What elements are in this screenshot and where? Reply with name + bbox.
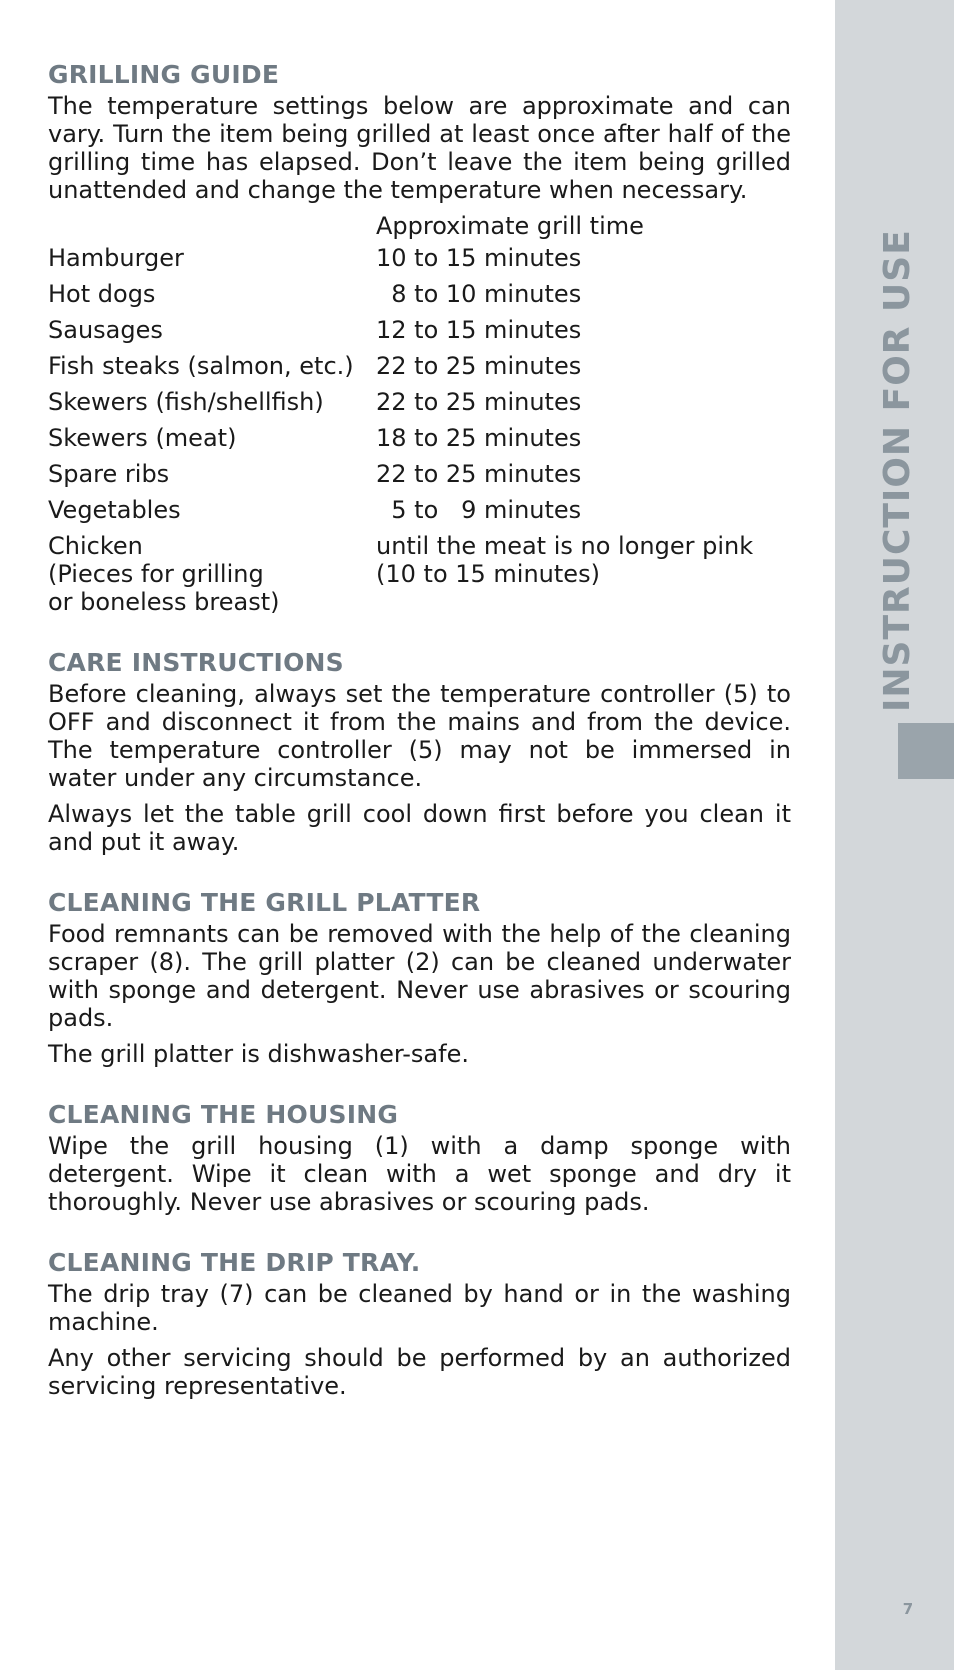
food-item: Skewers (fish/shellfish) — [48, 388, 324, 416]
grill-time: 22 to 25 minutes — [376, 352, 582, 380]
grill-time: 12 to 15 minutes — [376, 316, 582, 344]
food-item: Sausages — [48, 316, 163, 344]
food-item: Hot dogs — [48, 280, 156, 308]
drip-tray-paragraph: The drip tray (7) can be cleaned by hand or in the washing machine. — [48, 1280, 791, 1336]
grill-table-header — [48, 212, 791, 240]
section-tab-marker — [898, 723, 954, 779]
care-instructions-heading: CARE INSTRUCTIONS — [48, 648, 344, 677]
housing-heading: CLEANING THE HOUSING — [48, 1100, 399, 1129]
drip-tray-paragraph: Any other servicing should be performed by an authorized servicing representative. — [48, 1344, 791, 1400]
table-row — [48, 240, 791, 276]
section-tab-label: INSTRUCTION FOR USE — [877, 229, 918, 712]
grilling-guide-heading: GRILLING GUIDE — [48, 60, 280, 89]
care-paragraph: Always let the table grill cool down first before you clean it and put it away. — [48, 800, 791, 856]
drip-tray-heading: CLEANING THE DRIP TRAY. — [48, 1248, 421, 1277]
grill-time: 22 to 25 minutes — [376, 460, 582, 488]
grill-time-table — [48, 212, 791, 616]
grilling-guide-section — [48, 58, 791, 616]
page-content — [48, 58, 791, 1400]
table-row — [48, 456, 791, 492]
platter-paragraph: Food remnants can be removed with the help of the cleaning scraper (8). The grill platter (2) can be cleaned underwater with sponge and detergent. Never use abrasives or scouring pads. — [48, 920, 791, 1032]
food-item: Spare ribs — [48, 460, 170, 488]
page-number: 7 — [902, 1600, 914, 1618]
housing-paragraph: Wipe the grill housing (1) with a damp sponge with detergent. Wipe it clean with a wet sponge and dry it thoroughly. Never use abrasives or scouring pads. — [48, 1132, 791, 1216]
table-row — [48, 384, 791, 420]
food-item: Vegetables — [48, 496, 181, 524]
grill-time: 22 to 25 minutes — [376, 388, 582, 416]
grill-platter-heading: CLEANING THE GRILL PLATTER — [48, 888, 481, 917]
table-row — [48, 420, 791, 456]
grilling-guide-intro: The temperature settings below are approximate and can vary. Turn the item being grilled at least once after half of the grilling time has elapsed. Don’t leave the item being grilled unattended and change the temperature when necessary. — [48, 92, 791, 204]
drip-tray-section — [48, 1246, 791, 1400]
table-row — [48, 492, 791, 528]
food-item: Fish steaks (salmon, etc.) — [48, 352, 354, 380]
care-paragraph: Before cleaning, always set the temperature controller (5) to OFF and disconnect it from the mains and from the device. The temperature controller (5) may not be immersed in water under any circumstance. — [48, 680, 791, 792]
food-item: Hamburger — [48, 244, 184, 272]
table-row-chicken — [48, 532, 791, 616]
grill-time: 5 to 9 minutes — [376, 496, 582, 524]
housing-section — [48, 1098, 791, 1216]
grill-time: 8 to 10 minutes — [376, 280, 582, 308]
table-row — [48, 312, 791, 348]
care-instructions-section — [48, 646, 791, 856]
platter-paragraph: The grill platter is dishwasher-safe. — [48, 1040, 469, 1068]
grill-time: until the meat is no longer pink (10 to 15 minutes) — [376, 532, 754, 588]
food-item: Chicken (Pieces for grilling or boneless breast) — [48, 532, 280, 616]
grill-platter-section — [48, 886, 791, 1068]
table-row — [48, 348, 791, 384]
grill-time-column-header: Approximate grill time — [376, 212, 644, 240]
food-item: Skewers (meat) — [48, 424, 237, 452]
grill-time: 10 to 15 minutes — [376, 244, 582, 272]
grill-time: 18 to 25 minutes — [376, 424, 582, 452]
table-row — [48, 276, 791, 312]
